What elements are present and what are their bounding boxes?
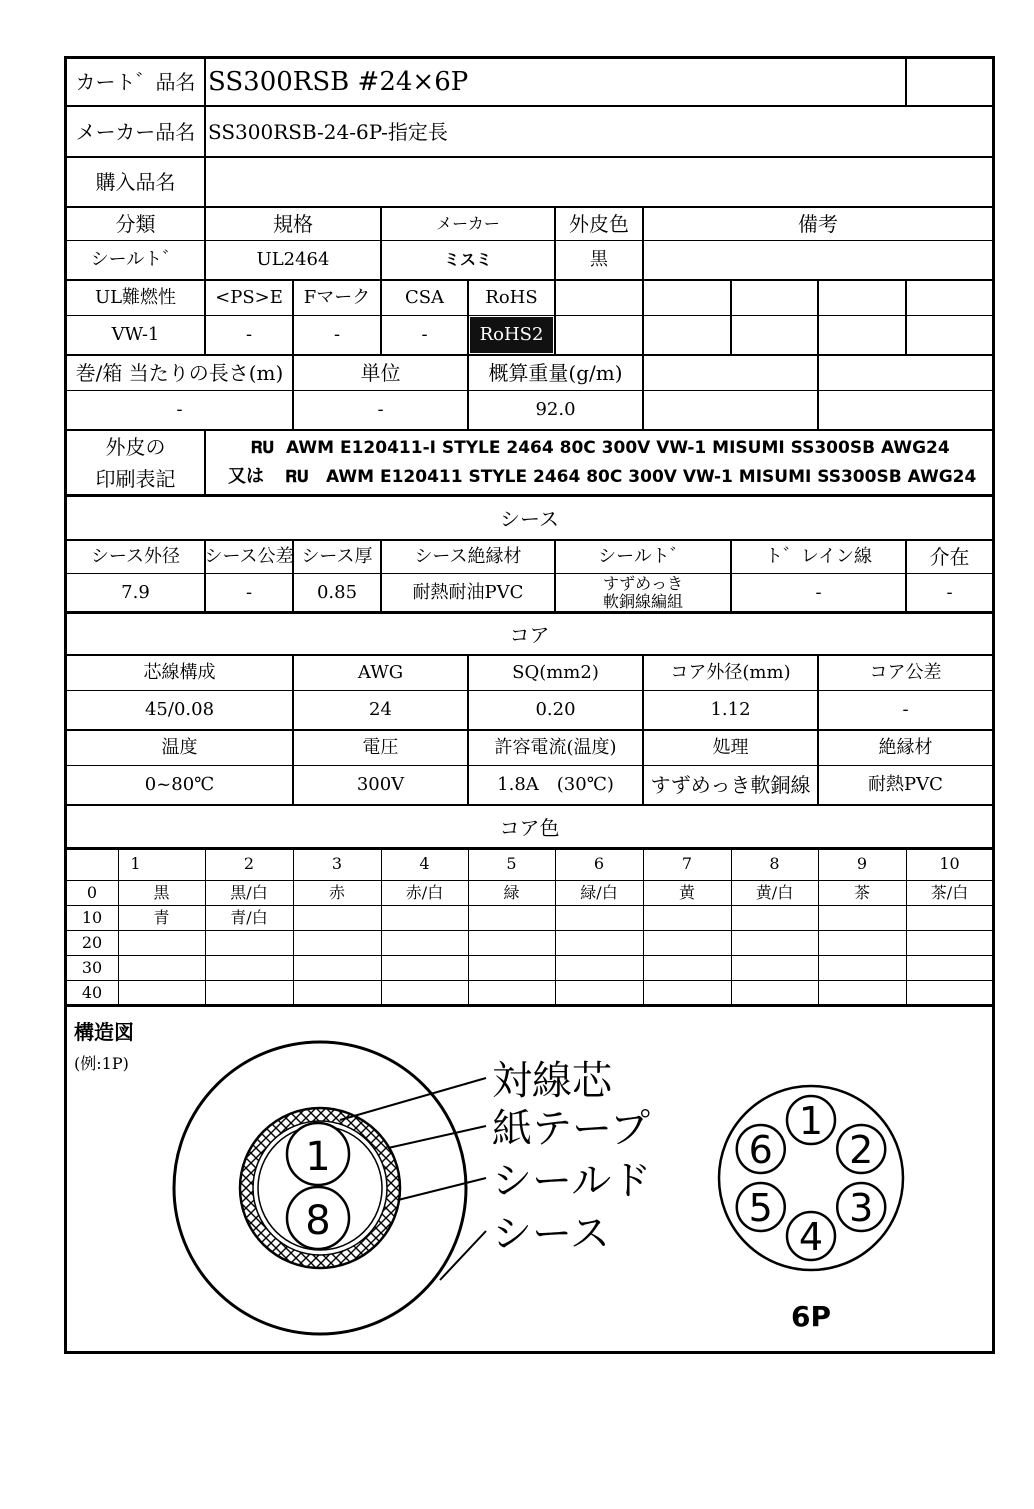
structure-label: 紙テープ [492,1106,650,1152]
color-cell [118,955,205,980]
core-value: すずめっき軟銅線 [650,773,811,797]
core-value: 1.12 [710,699,751,720]
structure-label: シース [492,1211,610,1257]
core-value: 300V [356,774,405,795]
spec-value [643,240,993,280]
color-cell: 黄 [678,882,695,902]
color-cell: 黄/白 [755,882,794,902]
print-label: 印刷表記 [95,467,176,491]
approval-header: <PS>E [215,286,283,308]
color-column-number: 4 [419,854,430,873]
print-prefix: 又は [228,466,264,487]
pair-position-number: 5 [748,1186,773,1230]
approval-value: - [421,324,428,345]
core-color-title: コア色 [499,815,560,840]
color-row-offset: 40 [81,982,103,1002]
structure-diagram [66,1008,1000,1348]
pair-position-number: 4 [798,1215,824,1259]
approval-header: CSA [404,286,445,308]
color-column-number: 8 [769,854,780,873]
core-header: 処理 [712,736,749,758]
sheath-value: - [946,581,953,603]
approval-header: RoHS [485,286,538,308]
color-cell [818,930,906,955]
grid-line [64,1351,995,1354]
color-cell [118,930,205,955]
color-cell [643,980,731,1005]
color-row-offset: 20 [81,932,103,952]
print-line-1: AWM E120411-I STYLE 2464 80C 300V VW-1 MISUMI SS300SB AWG24 [286,437,950,458]
color-cell [731,955,818,980]
color-cell: 茶 [853,882,870,902]
color-cell [205,955,293,980]
maker-part-label: メーカー品名 [75,119,196,144]
color-column-number: 2 [243,854,255,873]
color-cell [906,980,993,1005]
color-cell: 赤 [328,882,345,902]
approval-value: - [333,324,341,345]
color-cell [293,980,381,1005]
color-cell [293,905,381,930]
color-cell [555,905,643,930]
color-cell [906,955,993,980]
core-header: 絶縁材 [878,736,933,758]
sheath-value: 7.9 [121,581,150,603]
grid-line [730,280,732,355]
color-cell [818,955,906,980]
spec-header: 備考 [798,211,838,236]
rohs-badge: RoHS2 [470,317,553,353]
core-value: - [902,699,909,720]
approval-value: - [245,324,253,345]
packaging-value: - [377,399,384,420]
structure-label: 対線芯 [492,1058,612,1104]
core-title: コア [509,622,550,647]
sheath-value: - [815,581,822,603]
core-header: コア外径(mm) [670,661,791,683]
sheath-value: すずめっき 軟銅線編組 [602,573,683,611]
core-header: SQ(mm2) [512,661,599,683]
spec-value: シールト゛ [90,249,181,270]
color-column-number: 1 [130,854,141,873]
ur-mark-icon: 𝐑𝐔 [285,467,309,486]
spec-value: UL2464 [256,249,330,270]
approval-header: Fマーク [303,286,371,308]
color-cell: 緑 [503,882,520,902]
core-header: コア公差 [869,661,942,683]
spec-header: メーカー [436,213,500,233]
color-row-offset: 0 [86,882,98,902]
print-label: 外皮の [105,435,166,459]
spec-value: 黒 [590,249,608,270]
color-cell [643,905,731,930]
color-cell [555,980,643,1005]
core-header: 温度 [161,736,198,758]
spec-header: 規格 [273,211,313,236]
color-cell [731,980,818,1005]
color-cell: 黒 [153,882,170,902]
color-cell: 緑/白 [580,882,618,902]
sheath-value: 耐熱耐油PVC [412,581,524,603]
packaging-header: 巻/箱 当たりの長さ(m) [75,360,284,385]
color-cell: 赤/白 [405,882,444,902]
structure-label: シールド [492,1158,652,1204]
structure-example: (例:1P) [74,1054,129,1073]
core-header: AWG [357,661,404,683]
color-cell [468,980,555,1005]
color-cell [381,905,468,930]
purchase-value [208,157,993,207]
packaging-header: 単位 [360,360,401,385]
color-cell [468,955,555,980]
approval-header: UL難燃性 [94,286,177,308]
color-cell [731,930,818,955]
packaging-header: 概算重量(g/m) [488,360,623,385]
sheath-header: 介在 [929,544,970,569]
color-cell: 青/白 [230,907,268,927]
color-cell [381,955,468,980]
sheath-title: シース [500,506,559,531]
sheath-header: シース公差 [204,545,294,567]
structure-title: 構造図 [74,1020,134,1044]
color-cell [731,905,818,930]
print-line-2: AWM E120411 STYLE 2464 80C 300V VW-1 MISUMI SS300SB AWG24 [326,466,977,487]
color-cell: 黒/白 [230,882,268,902]
color-row-offset: 10 [81,907,103,927]
packaging-value: 92.0 [535,399,576,420]
core-value: 1.8A (30℃) [497,774,614,795]
color-column-number: 6 [593,854,605,873]
color-cell [381,980,468,1005]
color-cell [818,980,906,1005]
pair-position-number: 3 [849,1186,874,1230]
sheath-value: - [245,581,253,603]
maker-part-value: SS300RSB-24-6P-指定長 [208,119,448,144]
color-column-number: 7 [681,854,693,873]
approval-value: VW-1 [111,324,160,345]
color-cell: 青 [153,907,170,927]
color-cell [818,905,906,930]
sheath-header: シース外径 [90,545,181,567]
grid-line [817,355,819,430]
color-cell [906,930,993,955]
color-column-number: 5 [506,854,517,873]
grid-line [905,280,907,355]
color-cell [906,905,993,930]
core-header: 許容電流(温度) [494,736,617,758]
core-value: 45/0.08 [144,699,215,720]
purchase-label: 購入品名 [95,170,176,194]
core-header: 芯線構成 [143,661,216,683]
color-column-number: 10 [939,854,960,873]
sheath-header: シース厚 [301,545,373,567]
pair-position-number: 6 [748,1128,773,1172]
color-row-offset: 30 [81,957,103,977]
core-value: 0.20 [535,699,576,720]
color-cell: 茶/白 [930,882,969,902]
core-header: 電圧 [362,736,399,758]
pair-number: 1 [305,1134,331,1180]
color-cell [293,930,381,955]
color-cell [118,980,205,1005]
color-cell [555,930,643,955]
grid-line [817,280,819,355]
grid-line [642,280,644,355]
color-cell [205,980,293,1005]
pair-position-number: 2 [849,1128,874,1172]
layout-caption: 6P [790,1300,832,1333]
color-column-number: 9 [856,854,868,873]
sheath-header: シース絶縁材 [414,545,522,567]
core-value: 0~80℃ [144,774,215,795]
card-name-value: SS300RSB #24×6P [208,66,469,97]
spec-value: ミスミ [443,250,492,269]
color-cell [643,930,731,955]
color-cell [468,905,555,930]
spec-header: 外皮色 [569,211,629,236]
packaging-value: - [176,399,183,420]
card-name-label: カート゛品名 [75,69,196,94]
color-column-number: 3 [331,854,343,873]
color-cell [205,930,293,955]
pair-number: 8 [305,1198,331,1244]
spec-header: 分類 [115,211,156,236]
color-cell [643,955,731,980]
color-cell [381,930,468,955]
color-cell [468,930,555,955]
sheath-value: 0.85 [316,581,358,603]
color-cell [555,955,643,980]
core-value: 24 [369,699,392,720]
sheath-header: ト゛レイン線 [764,545,873,567]
ur-mark-icon: 𝐑𝐔 [250,438,275,457]
color-cell [293,955,381,980]
sheath-header: シールト゛ [598,545,688,567]
pair-position-number: 1 [798,1099,824,1143]
core-value: 耐熱PVC [868,774,943,795]
